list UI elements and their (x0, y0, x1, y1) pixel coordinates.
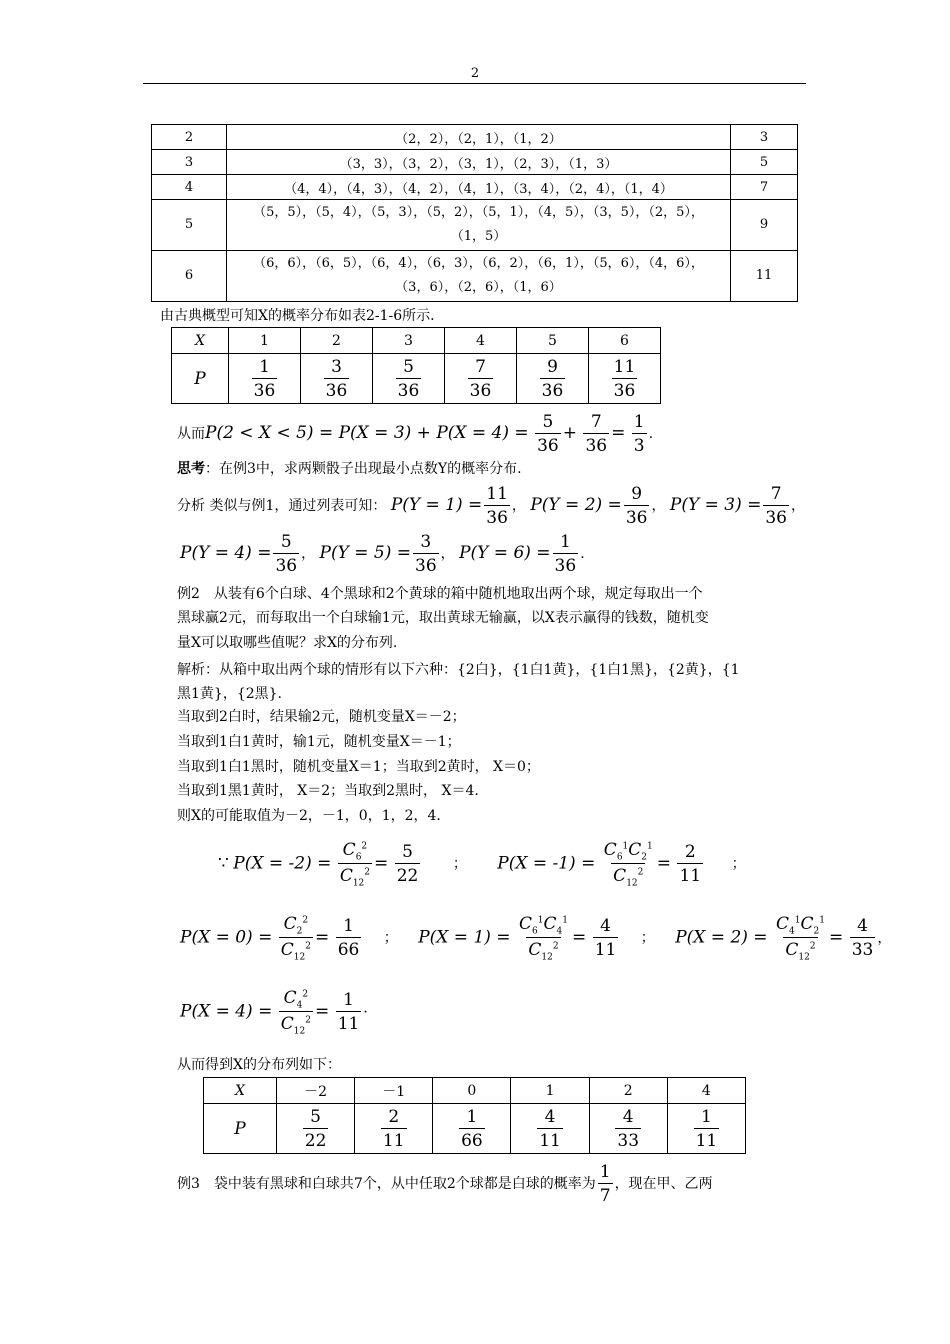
distribution-table-example2 (203, 1077, 746, 1154)
table-row: P $\frac{1}{36}$ $\frac{3}{36}$ $\frac{5}{36}$ $\frac{7}{36}$ $\frac{9}{36}$ $\frac{11}{36}$ (172, 354, 661, 404)
page-number: 2 (470, 66, 480, 81)
outcomes-table (151, 124, 798, 302)
solution-line-7: 则X的可能取值为－2，－1，0，1，2，4. (177, 808, 441, 824)
prob-row-1: ∵ P(X = -2) = $\frac{C_6^2}{C_{12}^2}$ = $\frac{5}{22}$ ； P(X = -1) = $\frac{C_6^1C_2^1}{C_{12}^2}$ = $\frac{2}{11}$ ； (218, 840, 746, 889)
example2-line-1: 例2 从装有6个白球、4个黑球和2个黄球的箱中随机地取出两个球，规定每取出一个 (177, 586, 703, 602)
table-row: 3 （3，3），（3，2），（3，1），（2，3），（1，3） 5 (152, 150, 798, 175)
analysis-line-2: P(Y = 4) = $\frac{5}{36}$ ， P(Y = 5) = $\frac{3}{36}$ ， P(Y = 6) = $\frac{1}{36}$ . (180, 532, 585, 576)
solution-line-2: 黑1黄}，{2黑}. (177, 686, 282, 702)
example2-line-2: 黑球赢2元，而每取出一个白球输1元，取出黄球无输赢，以X表示赢得的钱数，随机变 (177, 610, 709, 626)
solution-line-6: 当取到1黑1黄时， X＝2；当取到2黑时， X＝4. (177, 783, 479, 799)
header-rule (143, 83, 806, 84)
solution-line-5: 当取到1白1黑时，随机变量X＝1；当取到2黄时， X＝0； (177, 759, 540, 775)
distribution-table-x (171, 327, 661, 404)
prob-row-2: P(X = 0) = $\frac{C_2^2}{C_{12}^2}$ = $\frac{1}{66}$ ； P(X = 1) = $\frac{C_6^1C_4^1}{C_{12}^2}$ = $\frac{4}{11}$ ； P(X = 2) = $\frac{C_4^1C_2^1}{C_{12}^2}$ = $\frac{4}{33}$ ， (180, 914, 892, 963)
table-row: X 1 2 3 4 5 6 (172, 328, 661, 354)
prob-row-3: P(X = 4) = $\frac{C_4^2}{C_{12}^2}$ = $\frac{1}{11}$ · (180, 988, 368, 1037)
dist-intro: 从而得到X的分布列如下： (177, 1057, 341, 1073)
table-row: X －2 －1 0 1 2 4 (204, 1078, 746, 1104)
think: 思考：在例3中，求两颗骰子出现最小点数Y的概率分布. (177, 461, 522, 477)
table-row: 5 （5，5），（5，4），（5，3），（5，2），（5，1），（4，5），（3，5），（2，5）， （1，5） 9 (152, 200, 798, 251)
conclusion: 从而P(2 < X < 5) = P(X = 3) + P(X = 4) = $\frac{5}{36}$ + $\frac{7}{36}$ = $\frac{1}{3}$ . (177, 412, 654, 456)
intro-text: 由古典概型可知X的概率分布如表2-1-6所示. (160, 308, 435, 324)
solution-line-1: 解析：从箱中取出两个球的情形有以下六种：{2白}，{1白1黄}，{1白1黑}，{2黄}，{1 (177, 662, 740, 678)
table-row: P $\frac{5}{22}$ $\frac{2}{11}$ $\frac{1}{66}$ $\frac{4}{11}$ $\frac{4}{33}$ $\frac{1}{11}$ (204, 1104, 746, 1154)
solution-line-4: 当取到1白1黄时，输1元，随机变量X＝－1； (177, 734, 461, 750)
table-row: 4 （4，4），（4，3），（4，2），（4，1），（3，4），（2，4），（1，4） 7 (152, 175, 798, 200)
table-row: 6 （6，6），（6，5），（6，4），（6，3），（6，2），（6，1），（5，6），（4，6）， （3，6），（2，6），（1，6） 11 (152, 251, 798, 302)
example2-line-3: 量X可以取哪些值呢？求X的分布列. (177, 635, 398, 651)
table-row: 2 （2，2），（2，1），（1，2） 3 (152, 125, 798, 150)
solution-line-3: 当取到2白时，结果输2元，随机变量X＝－2； (177, 709, 466, 725)
analysis-line-1: 分析 类似与例1，通过列表可知： P(Y = 1) = $\frac{11}{36}$ ， P(Y = 2) = $\frac{9}{36}$ ， P(Y = 3) = $\frac{7}{36}$ ， (177, 484, 805, 528)
example3-line: 例3 袋中装有黑球和白球共7个，从中任取2个球都是白球的概率为 $\frac{1}{7}$ ，现在甲、乙两 (177, 1162, 713, 1206)
